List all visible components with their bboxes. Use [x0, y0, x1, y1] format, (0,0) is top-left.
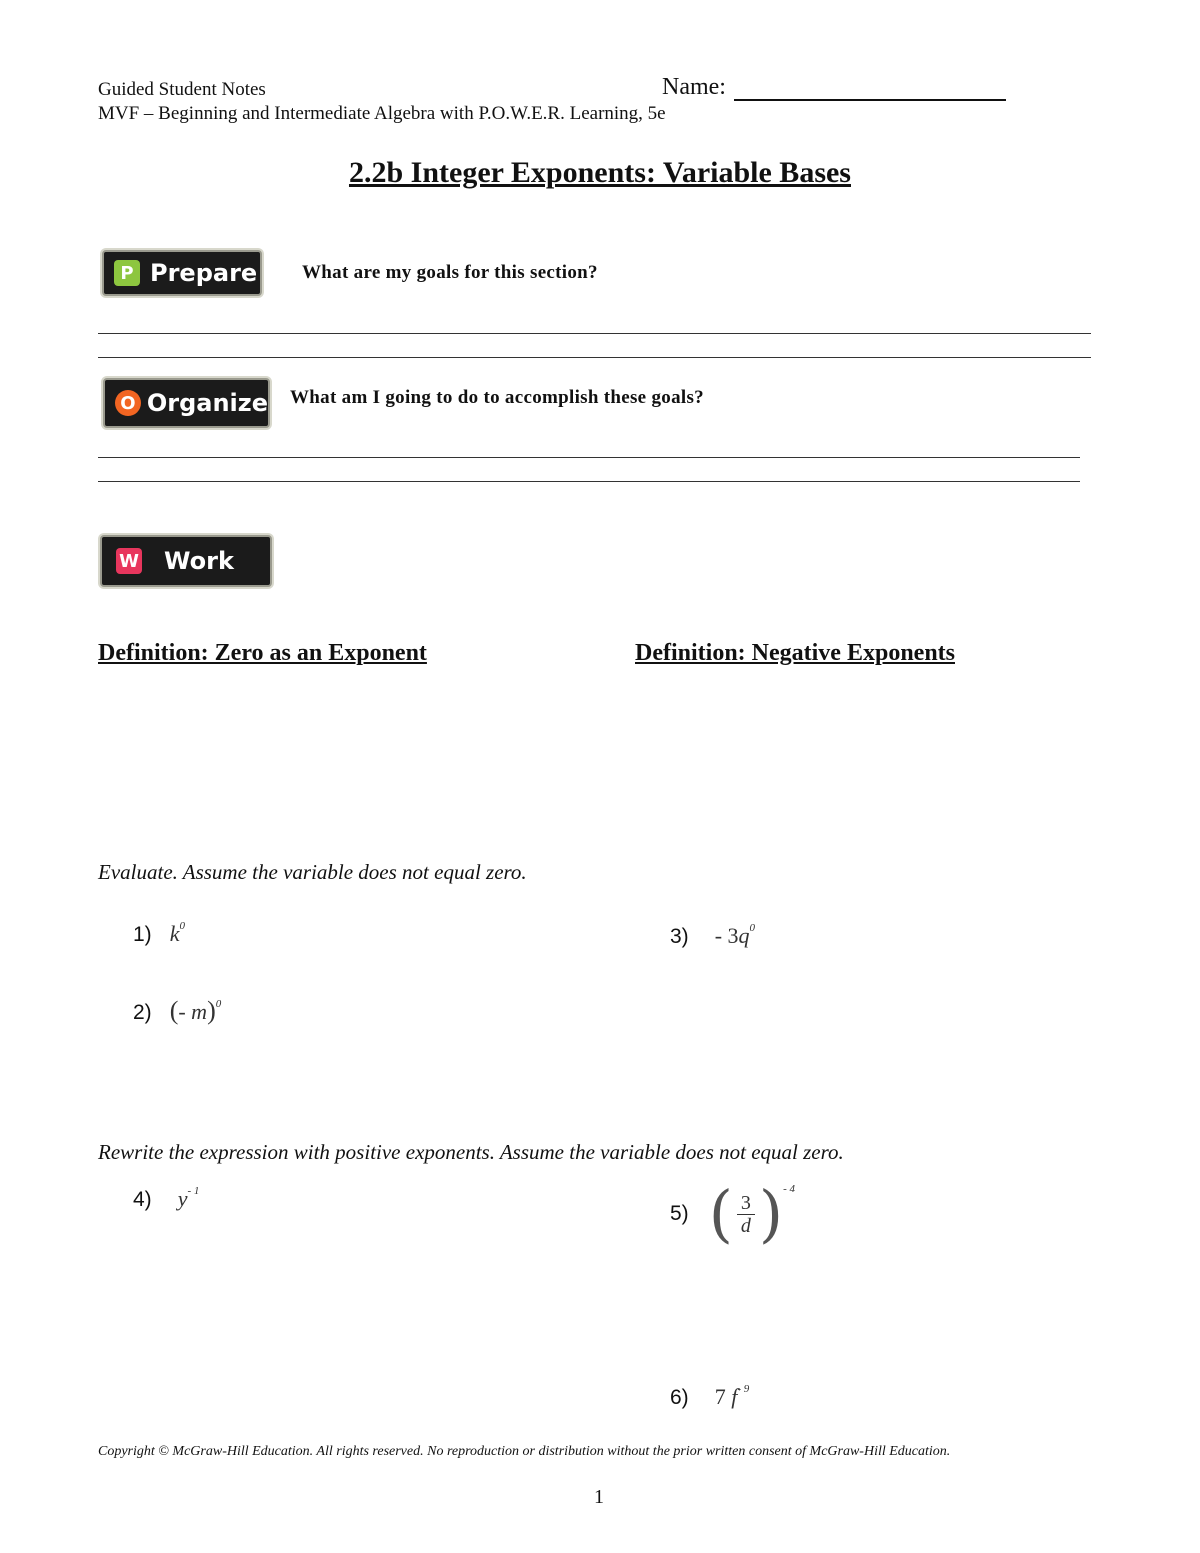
problem-exponent: 0 — [215, 998, 222, 1010]
problem-5 — [670, 1177, 796, 1250]
problem-exponent: - 1 — [187, 1185, 200, 1197]
work-label: Work — [164, 547, 234, 575]
problem-coefficient: - 3 — [714, 923, 739, 948]
header-course-label: Guided Student Notes — [98, 79, 266, 100]
answer-line[interactable] — [98, 457, 1080, 458]
problem-number: 6) — [670, 1386, 689, 1409]
problem-1 — [133, 920, 185, 947]
header-book-title: MVF – Beginning and Intermediate Algebra with P.O.W.E.R. Learning, 5e — [98, 103, 666, 124]
definition-negative-exponents: Definition: Negative Exponents — [635, 640, 955, 666]
definition-zero-exponent: Definition: Zero as an Exponent — [98, 640, 427, 666]
problem-number: 1) — [133, 923, 152, 946]
problem-coefficient: 7 — [714, 1384, 726, 1409]
open-paren: ( — [708, 1177, 733, 1250]
prepare-badge — [102, 250, 262, 296]
organize-icon: O — [115, 390, 141, 416]
work-badge — [100, 535, 272, 587]
problem-base: y — [177, 1186, 188, 1211]
fraction-denominator: d — [740, 1214, 751, 1237]
problem-exponent: 0 — [179, 920, 185, 932]
fraction-numerator: 3 — [740, 1191, 751, 1214]
name-label: Name: — [662, 74, 726, 100]
problem-base: - m — [178, 999, 208, 1024]
prepare-label: Prepare — [150, 259, 258, 287]
problem-base: f — [731, 1384, 738, 1409]
prepare-question: What are my goals for this section? — [302, 262, 598, 283]
evaluate-instruction: Evaluate. Assume the variable does not equal zero. — [98, 860, 527, 884]
close-paren: ) — [207, 996, 216, 1025]
problem-exponent: - 4 — [783, 1183, 796, 1195]
problem-number: 4) — [133, 1188, 152, 1211]
problem-number: 5) — [670, 1202, 689, 1225]
problem-exponent: 0 — [749, 922, 756, 934]
name-blank-line[interactable] — [734, 77, 1006, 101]
answer-line[interactable] — [98, 357, 1091, 358]
problem-3 — [670, 922, 755, 949]
fraction — [737, 1192, 755, 1237]
prepare-icon: P — [114, 260, 140, 286]
problem-number: 2) — [133, 1001, 152, 1024]
organize-label: Organize — [146, 389, 268, 417]
organize-question: What am I going to do to accomplish these goals? — [290, 387, 704, 408]
answer-line[interactable] — [98, 333, 1091, 334]
problem-base: q — [738, 923, 750, 948]
work-icon: W — [116, 548, 142, 574]
rewrite-instruction: Rewrite the expression with positive exponents. Assume the variable does not equal zero. — [98, 1140, 844, 1164]
copyright-notice: Copyright © McGraw-Hill Education. All rights reserved. No reproduction or distribution without the prior written consent of McGraw-Hill Education. — [98, 1444, 951, 1459]
problem-2 — [133, 996, 221, 1026]
open-paren: ( — [169, 996, 179, 1025]
problem-6 — [670, 1383, 749, 1410]
answer-line[interactable] — [98, 481, 1080, 482]
problem-base: k — [169, 921, 180, 946]
name-field[interactable] — [662, 74, 1006, 101]
problem-exponent: - 9 — [737, 1383, 750, 1395]
organize-badge — [103, 378, 270, 428]
problem-4 — [133, 1185, 199, 1212]
page-number: 1 — [594, 1486, 604, 1508]
page-title: 2.2b Integer Exponents: Variable Bases — [348, 156, 851, 189]
problem-number: 3) — [670, 925, 689, 948]
close-paren: ) — [758, 1177, 784, 1250]
